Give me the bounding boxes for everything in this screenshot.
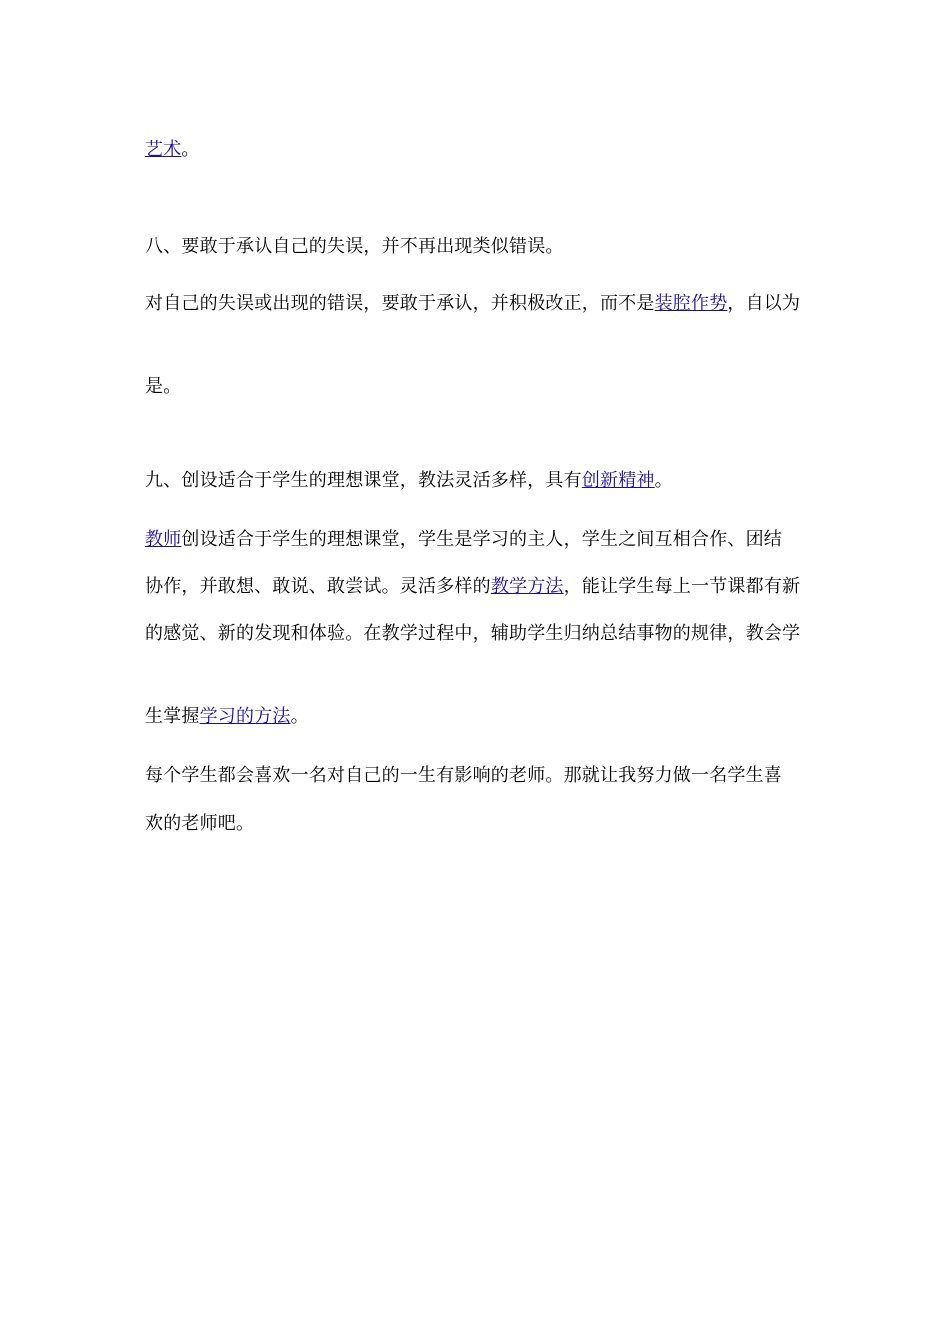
heading-text: 八、要敢于承认自己的失误，并不再出现类似错误。 <box>145 236 564 257</box>
text-fragment: ，能让学生每上一节课都有新 <box>563 576 801 597</box>
text-fragment: ，自以为 <box>727 293 801 314</box>
paragraph-line <box>145 575 800 599</box>
paragraph-line <box>145 705 309 729</box>
text-line-arts <box>145 138 200 162</box>
text-fragment: 。 <box>654 470 673 491</box>
text-fragment: 的感觉、新的发现和体验。在教学过程中，辅助学生归纳总结事物的规律，教会学 <box>145 623 801 644</box>
link-teacher[interactable]: 教师 <box>145 529 182 550</box>
link-teaching-methods[interactable]: 教学方法 <box>490 576 564 597</box>
paragraph-line <box>145 764 782 788</box>
paragraph-line <box>145 812 254 836</box>
link-pretentious[interactable]: 装腔作势 <box>654 293 728 314</box>
heading-text: 九、创设适合于学生的理想课堂，教法灵活多样，具有 <box>145 470 582 491</box>
text-fragment: 生掌握 <box>145 706 200 727</box>
text-fragment: 欢的老师吧。 <box>145 813 255 834</box>
text-fragment: 。 <box>290 706 309 727</box>
paragraph-line <box>145 375 181 399</box>
section-heading-9 <box>145 469 673 493</box>
text-fragment: 创设适合于学生的理想课堂，学生是学习的主人，学生之间互相合作、团结 <box>181 529 783 550</box>
text-fragment: 对自己的失误或出现的错误，要敢于承认，并积极改正，而不是 <box>145 293 655 314</box>
link-arts[interactable]: 艺术 <box>145 139 182 160</box>
text-fragment: 是。 <box>145 376 182 397</box>
text-fragment: 每个学生都会喜欢一名对自己的一生有影响的老师。那就让我努力做一名学生喜 <box>145 765 782 786</box>
link-innovation-spirit[interactable]: 创新精神 <box>581 470 655 491</box>
paragraph-line <box>145 528 782 552</box>
section-heading-8 <box>145 235 564 259</box>
text-fragment: 。 <box>181 139 200 160</box>
text-fragment: 协作，并敢想、敢说、敢尝试。灵活多样的 <box>145 576 491 597</box>
paragraph-line <box>145 292 800 316</box>
paragraph-line <box>145 622 800 646</box>
link-learning-methods[interactable]: 学习的方法 <box>199 706 291 727</box>
